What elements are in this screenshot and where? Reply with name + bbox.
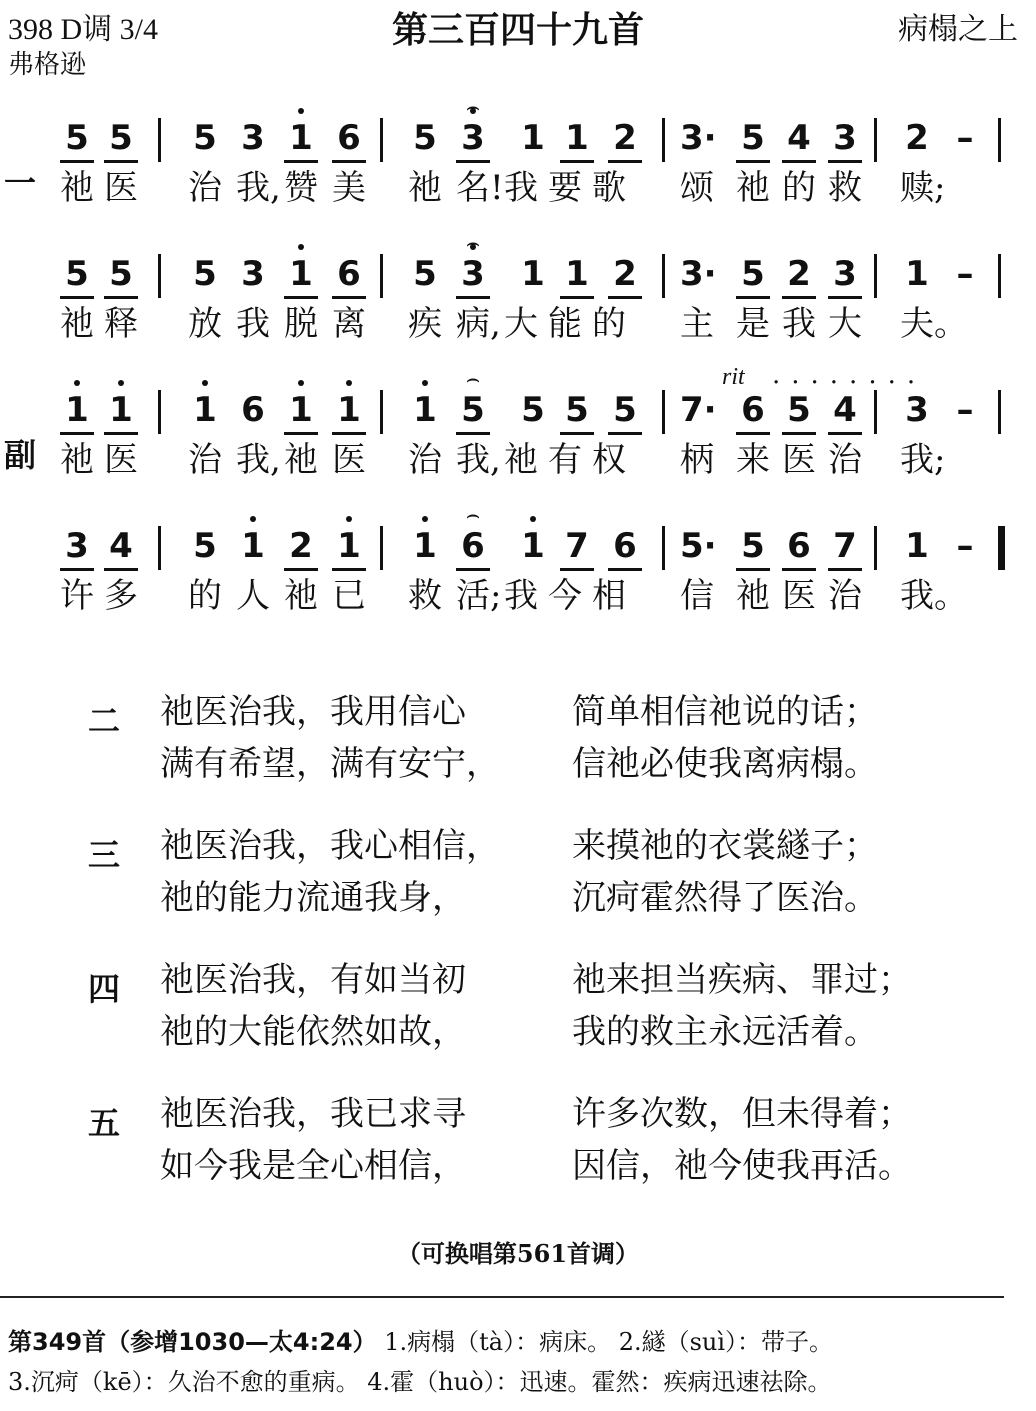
verse-line: 沉疴霍然得了医治。: [572, 878, 878, 918]
note: 5: [413, 118, 437, 158]
note: 1: [236, 526, 270, 566]
footnote-line-2: 3.沉疴（kē）：久治不愈的重病。 4.霍（huò）：迅速。霍然：疾病迅速祛除。: [8, 1368, 832, 1396]
verse-line: 祂的大能依然如故，: [160, 1012, 466, 1052]
note: –: [956, 254, 974, 294]
lyric-syllable: 祂: [736, 168, 770, 208]
barline: [998, 526, 1005, 570]
note: 5: [413, 254, 437, 294]
lyric-syllable: 救: [828, 168, 862, 208]
verse-line: 祂的能力流通我身，: [160, 878, 466, 918]
lyric-syllable: 我: [236, 304, 270, 344]
note: 5: [60, 118, 94, 163]
note: 3 ⌢: [456, 254, 490, 299]
lyric-syllable: 颂: [680, 168, 714, 208]
lyric-syllable: 有: [548, 440, 582, 480]
alternate-tune-note: （可换唱第561首调）: [396, 1239, 640, 1268]
note: 3: [241, 118, 265, 158]
note: 3: [828, 118, 862, 163]
stanza-label: 副: [4, 436, 37, 474]
lyric-syllable: 祂: [60, 304, 94, 344]
note: 3·: [680, 118, 717, 158]
lyric-syllable: 放: [188, 304, 222, 344]
music-system: [0, 508, 1036, 648]
note: 4: [782, 118, 816, 163]
verse-line: 祂医治我，我用信心: [160, 692, 466, 732]
lyric-syllable: 权: [592, 440, 626, 480]
note: 2: [782, 254, 816, 299]
lyric-syllable: 治: [828, 576, 862, 616]
barline: [158, 390, 161, 434]
lyric-syllable: 医: [782, 576, 816, 616]
barline: [662, 118, 665, 162]
note: 5: [736, 118, 770, 163]
lyric-syllable: 治: [188, 168, 222, 208]
lyric-syllable: 的: [782, 168, 816, 208]
lyric-syllable: 赎;: [900, 168, 946, 208]
verse-line: 信祂必使我离病榻。: [572, 744, 878, 784]
lyric-syllable: 名!: [456, 168, 504, 208]
lyric-syllable: 是: [736, 304, 770, 344]
barline: [158, 118, 161, 162]
lyric-syllable: 我;: [900, 440, 946, 480]
verse-line: 我的救主永远活着。: [572, 1012, 878, 1052]
note: 6 ⌢: [456, 526, 490, 571]
verse-number: 二: [88, 702, 121, 740]
note: 3: [905, 390, 929, 430]
note: 6: [332, 254, 366, 299]
note: 3: [828, 254, 862, 299]
lyric-syllable: 活;: [456, 576, 502, 616]
note: 1: [188, 390, 222, 430]
note: 1: [560, 254, 594, 299]
verse-line: 祂医治我，有如当初: [160, 960, 466, 1000]
lyric-syllable: 离: [332, 304, 366, 344]
lyric-syllable: 相: [592, 576, 626, 616]
barline: [380, 390, 383, 434]
verse-line: 祂医治我，我心相信，: [160, 826, 500, 866]
note: 1: [60, 390, 94, 435]
barline: [874, 390, 877, 434]
footnote-reference: 第349首（参增1030—太4:24）: [8, 1328, 377, 1356]
note: 3: [241, 254, 265, 294]
barline: [998, 118, 1001, 162]
lyric-syllable: 的: [592, 304, 626, 344]
note: 1: [104, 390, 138, 435]
note: 1: [521, 118, 545, 158]
lyric-syllable: 治: [828, 440, 862, 480]
note: 1: [521, 254, 545, 294]
lyric-syllable: 祂: [284, 440, 318, 480]
lyric-syllable: 已: [332, 576, 366, 616]
hymn-theme: 病榻之上: [898, 12, 1018, 47]
lyric-syllable: 疾: [408, 304, 442, 344]
note: 6: [241, 390, 265, 430]
lyric-syllable: 我,: [236, 168, 281, 208]
lyric-syllable: 祂: [284, 576, 318, 616]
note: 5: [560, 390, 594, 435]
lyric-syllable: 释: [104, 304, 138, 344]
note: 7: [560, 526, 594, 571]
lyric-syllable: 祂: [60, 168, 94, 208]
lyric-syllable: 美: [332, 168, 366, 208]
lyric-syllable: 我: [504, 168, 538, 208]
lyric-syllable: 的: [188, 576, 222, 616]
lyric-syllable: 来: [736, 440, 770, 480]
note: 2: [284, 526, 318, 571]
lyric-syllable: 救: [408, 576, 442, 616]
composer: 弗格逊: [8, 50, 87, 80]
lyric-syllable: 我,: [456, 440, 501, 480]
note: 5 ⌢: [456, 390, 490, 435]
verse-line: 如今我是全心相信，: [160, 1146, 466, 1186]
barline: [874, 118, 877, 162]
verse-line: 祂来担当疾病、罪过；: [572, 960, 912, 1000]
lyric-syllable: 祂: [408, 168, 442, 208]
lyric-syllable: 祂: [736, 576, 770, 616]
note: 6: [332, 118, 366, 163]
note: –: [956, 526, 974, 566]
verse-line: 满有希望，满有安宁，: [160, 744, 500, 784]
note: 1: [284, 254, 318, 299]
barline: [662, 254, 665, 298]
lyric-syllable: 今: [548, 576, 582, 616]
barline: [380, 526, 383, 570]
note: 5: [193, 118, 217, 158]
lyric-syllable: 我,: [236, 440, 281, 480]
verse-number: 五: [88, 1104, 121, 1142]
music-system: [0, 236, 1036, 376]
lyric-syllable: 人: [236, 576, 270, 616]
note: 6: [608, 526, 642, 571]
note: 2: [608, 118, 642, 163]
verse-line: 因信，祂今使我再活。: [572, 1146, 912, 1186]
note: –: [956, 118, 974, 158]
lyric-syllable: 能: [548, 304, 582, 344]
barline: [874, 254, 877, 298]
ritardando-marking: rit: [722, 364, 745, 390]
lyric-syllable: 我。: [900, 576, 968, 616]
lyric-syllable: 医: [104, 440, 138, 480]
note: 1: [408, 526, 442, 566]
verse-line: 简单相信祂说的话；: [572, 692, 878, 732]
note: 6: [782, 526, 816, 571]
note: 5: [521, 390, 545, 430]
note: 3: [60, 526, 94, 571]
note: 1: [560, 118, 594, 163]
verse-number: 四: [88, 970, 121, 1008]
hymn-number-key: 398 D调 3/4: [8, 13, 158, 46]
note: 6: [736, 390, 770, 435]
note: 7·: [680, 390, 717, 430]
lyric-syllable: 医: [104, 168, 138, 208]
lyric-syllable: 夫。: [900, 304, 968, 344]
lyric-syllable: 大: [828, 304, 862, 344]
note: 5: [193, 526, 217, 566]
note: 1: [332, 390, 366, 435]
lyric-syllable: 祂: [60, 440, 94, 480]
barline: [998, 390, 1001, 434]
note: 1: [284, 118, 318, 163]
note: 5: [608, 390, 642, 435]
lyric-syllable: 信: [680, 576, 714, 616]
lyric-syllable: 我: [782, 304, 816, 344]
lyric-syllable: 大: [504, 304, 538, 344]
page-title: 第三百四十九首: [391, 10, 644, 51]
note: 5: [736, 254, 770, 299]
lyric-syllable: 医: [332, 440, 366, 480]
note: 5: [782, 390, 816, 435]
note: 5: [736, 526, 770, 571]
barline: [158, 526, 161, 570]
lyric-syllable: 治: [408, 440, 442, 480]
note: 7: [828, 526, 862, 571]
verse-line: 许多次数，但未得着；: [572, 1094, 912, 1134]
note: 1: [408, 390, 442, 430]
note: 5: [60, 254, 94, 299]
footnote-divider: [0, 1296, 1004, 1298]
note: 1: [905, 526, 929, 566]
barline: [998, 254, 1001, 298]
note: 1: [332, 526, 366, 571]
barline: [380, 118, 383, 162]
barline: [874, 526, 877, 570]
note: 5: [104, 118, 138, 163]
music-system: [0, 100, 1036, 240]
note: 1: [905, 254, 929, 294]
note: 3 ⌢: [456, 118, 490, 163]
note: 5·: [680, 526, 717, 566]
note: 1: [284, 390, 318, 435]
lyric-syllable: 主: [680, 304, 714, 344]
lyric-syllable: 病,: [456, 304, 501, 344]
lyric-syllable: 祂: [504, 440, 538, 480]
barline: [380, 254, 383, 298]
stanza-label: 一: [4, 164, 37, 202]
note: 5: [104, 254, 138, 299]
note: 4: [104, 526, 138, 571]
lyric-syllable: 许: [60, 576, 94, 616]
lyric-syllable: 多: [104, 576, 138, 616]
barline: [158, 254, 161, 298]
note: –: [956, 390, 974, 430]
lyric-syllable: 赞: [284, 168, 318, 208]
note: 2: [608, 254, 642, 299]
verse-line: 来摸祂的衣裳繸子；: [572, 826, 878, 866]
lyric-syllable: 脱: [284, 304, 318, 344]
lyric-syllable: 柄: [680, 440, 714, 480]
lyric-syllable: 歌: [592, 168, 626, 208]
note: 1: [516, 526, 550, 566]
barline: [662, 526, 665, 570]
music-system: [0, 360, 1036, 512]
lyric-syllable: 我: [504, 576, 538, 616]
note: 5: [193, 254, 217, 294]
note: 4: [828, 390, 862, 435]
lyric-syllable: 治: [188, 440, 222, 480]
note: 3·: [680, 254, 717, 294]
lyric-syllable: 医: [782, 440, 816, 480]
lyric-syllable: 要: [548, 168, 582, 208]
verse-number: 三: [88, 836, 121, 874]
footnote-line-1: [8, 1322, 833, 1357]
note: 2: [905, 118, 929, 158]
verse-line: 祂医治我，我已求寻: [160, 1094, 466, 1134]
footnote-text-1: 1.病榻（tà）：病床。 2.繸（suì）：带子。: [376, 1328, 834, 1356]
barline: [662, 390, 665, 434]
ritardando-extension: ........: [772, 360, 927, 390]
